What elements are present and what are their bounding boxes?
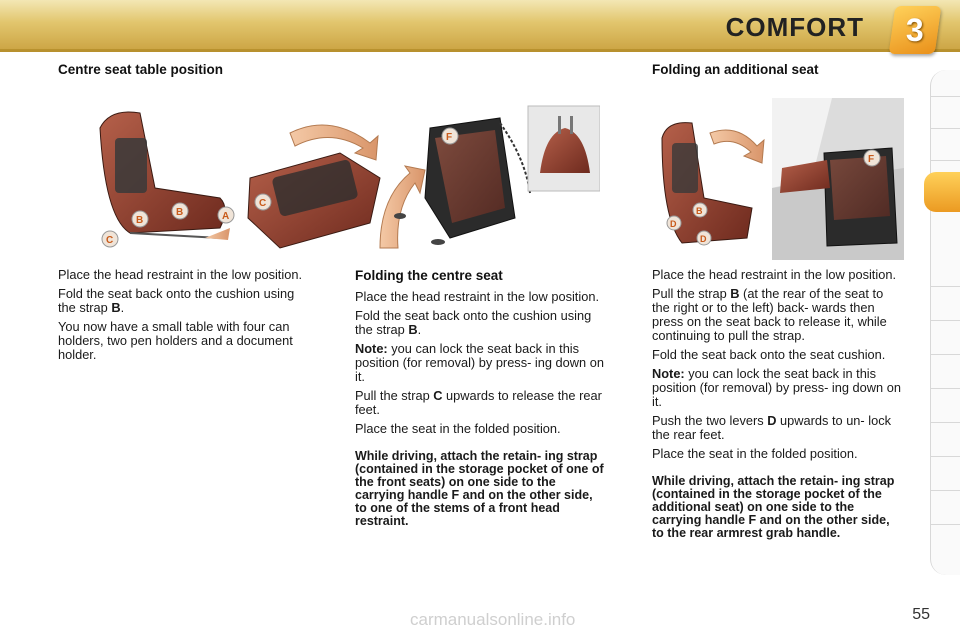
note-text: Note: you can lock the seat back in this position (for removal) by press- ing down on it. bbox=[355, 341, 604, 384]
tab-divider bbox=[930, 320, 960, 321]
callout-label: B bbox=[176, 207, 184, 218]
upright-seat-drawing bbox=[100, 112, 225, 238]
tilted-seat-drawing bbox=[425, 118, 530, 238]
right-column bbox=[652, 268, 904, 545]
curved-arrow-icon bbox=[380, 166, 425, 248]
safety-warning: While driving, attach the retain- ing strap (contained in the storage pocket of the additional seat) on one side to the carrying handle F and on the other side, to the rear armrest grab handle. bbox=[652, 474, 895, 540]
head-restraint-inset bbox=[528, 106, 600, 191]
chapter-banner bbox=[0, 0, 960, 52]
vehicle-interior-drawing bbox=[772, 98, 904, 260]
instruction-text: Place the head restraint in the low position. bbox=[58, 267, 302, 282]
note-text: Note: you can lock the seat back in this position (for removal) by press- ing down on it. bbox=[652, 366, 901, 409]
additional-seat-illustration bbox=[652, 98, 904, 260]
watermark: carmanualsonline.info bbox=[410, 610, 576, 629]
tab-divider bbox=[930, 286, 960, 287]
callout-label: F bbox=[868, 154, 875, 165]
tab-divider bbox=[930, 524, 960, 525]
tab-divider bbox=[930, 354, 960, 355]
instruction-text: You now have a small table with four can holders, two pen holders and a document holder. bbox=[58, 319, 293, 362]
callout-label: A bbox=[222, 211, 230, 222]
heading-folding-additional-seat: Folding an additional seat bbox=[652, 62, 819, 77]
active-chapter-tab[interactable] bbox=[924, 172, 960, 212]
instruction-text: Push the two levers D upwards to un- lock the rear feet. bbox=[652, 413, 892, 442]
instruction-text: Pull the strap C upwards to release the rear feet. bbox=[355, 388, 602, 417]
callout-label: C bbox=[259, 198, 267, 209]
callout-label: D bbox=[700, 234, 707, 244]
heading-folding-centre-seat: Folding the centre seat bbox=[355, 268, 503, 283]
tab-divider bbox=[930, 128, 960, 129]
callout-label: F bbox=[446, 132, 453, 143]
callout-label: C bbox=[106, 235, 114, 246]
tab-divider bbox=[930, 422, 960, 423]
instruction-text: Fold the seat back onto the cushion using the strap B. bbox=[355, 308, 592, 337]
page-number: 55 bbox=[912, 606, 930, 623]
callout-label: D bbox=[670, 219, 677, 229]
arrow-icon bbox=[205, 228, 230, 240]
instruction-text: Place the head restraint in the low position. bbox=[355, 289, 599, 304]
curved-arrow-icon bbox=[710, 130, 764, 163]
centre-seat-illustration bbox=[80, 98, 600, 258]
tab-divider bbox=[930, 160, 960, 161]
instruction-text: Fold the seat back onto the seat cushion. bbox=[652, 347, 886, 362]
instruction-text: Place the seat in the folded position. bbox=[652, 446, 858, 461]
instruction-text: Place the seat in the folded position. bbox=[355, 421, 561, 436]
middle-column bbox=[355, 290, 605, 533]
tab-divider bbox=[930, 388, 960, 389]
left-column bbox=[58, 268, 308, 367]
instruction-text: Place the head restraint in the low position. bbox=[652, 267, 896, 282]
chapter-title: COMFORT bbox=[725, 12, 864, 42]
chapter-tabs bbox=[930, 70, 960, 575]
chapter-number: 3 bbox=[906, 11, 924, 48]
callout-label: B bbox=[696, 206, 703, 216]
instruction-text: Pull the strap B (at the rear of the seat to the right or to the left) back- wards then press on the seat back to release it, while continuing to pull the strap. bbox=[652, 286, 887, 343]
tab-divider bbox=[930, 456, 960, 457]
safety-warning: While driving, attach the retain- ing strap (contained in the storage pocket of one of the front seats) on one side to the carrying handle F and on the other side, to one of the stems of a front head restraint. bbox=[355, 449, 604, 528]
chapter-number-badge[interactable] bbox=[889, 6, 942, 54]
tab-divider bbox=[930, 96, 960, 97]
instruction-text: Fold the seat back onto the cushion using the strap B. bbox=[58, 286, 295, 315]
tab-divider bbox=[930, 490, 960, 491]
heading-centre-seat-table: Centre seat table position bbox=[58, 62, 224, 77]
callout-label: B bbox=[136, 215, 144, 226]
